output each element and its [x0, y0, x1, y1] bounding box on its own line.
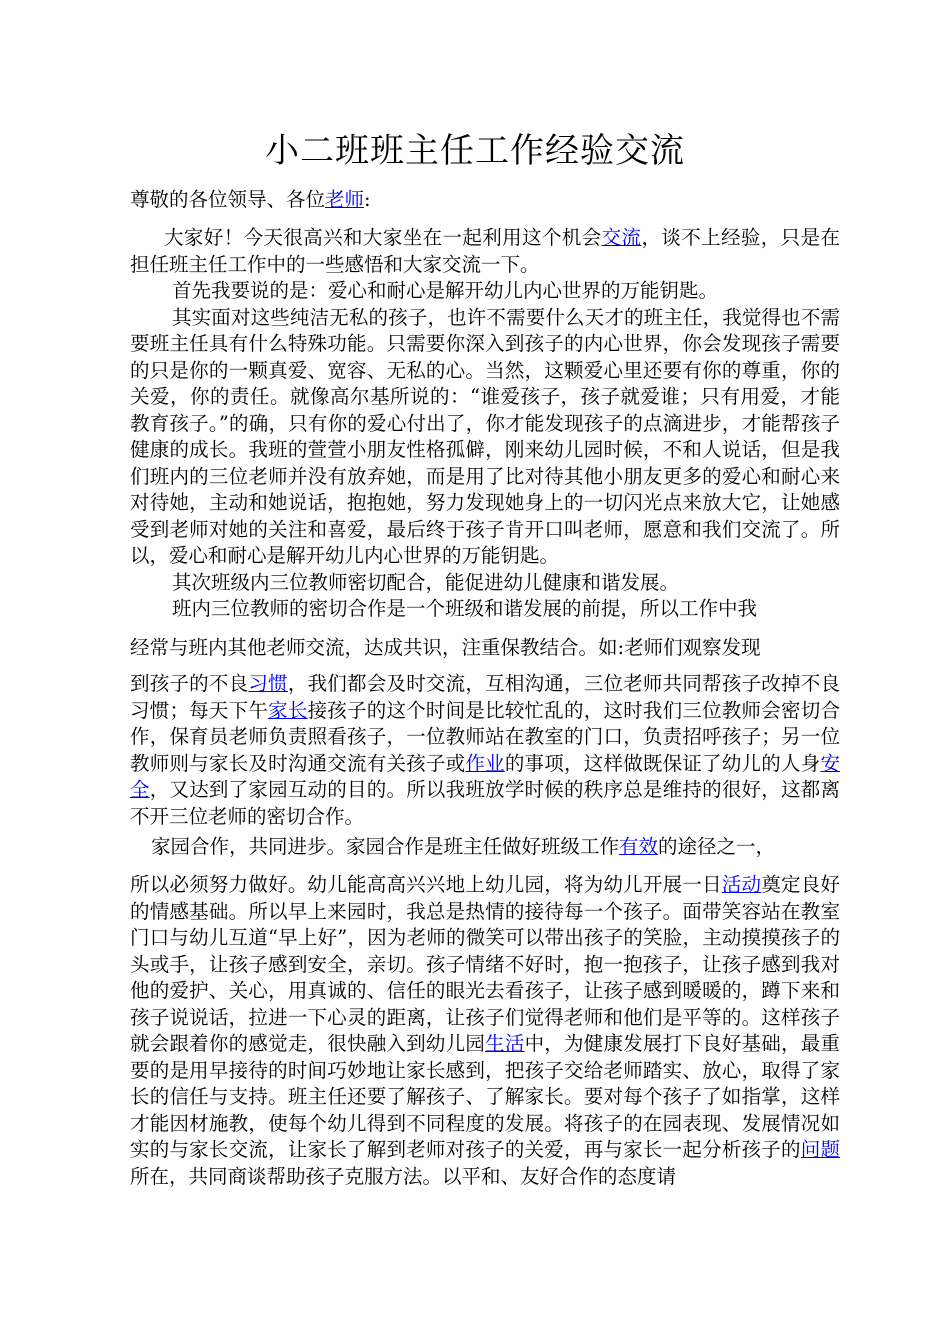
salutation-colon: : [364, 188, 371, 211]
intro-text-end: ，谈不上经验，只是在担任班主任工作中的一些感悟和大家交流一下。 [130, 226, 840, 276]
paragraph-first-point: 首先我要说的是：爱心和耐心是解开幼儿内心世界的万能钥匙。 [172, 279, 719, 302]
home-school-body-4: 所在，共同商谈帮助孩子克服方法。以平和、友好合作的态度请 [130, 1164, 677, 1188]
home-school-body-1: 所以必须努力做好。幼儿能高高兴兴地上幼儿园，将为幼儿开展一日 [130, 873, 722, 896]
cooperation-text-2: ，我们都会及时交流，互相沟通，三位老师共同帮孩子改掉不良习惯；每天下午 [130, 672, 840, 722]
home-school-text-end: 的途径之一， [658, 835, 776, 858]
intro-text: 大家好！今天很高兴和大家坐在一起利用这个机会 [164, 226, 602, 249]
cooperation-text-4: 的事项，这样做既保证了幼儿的人身 [504, 751, 821, 775]
home-school-body-2: 奠定良好的情感基础。所以早上来园时，我总是热情的接待每一个孩子。面带笑容站在教室门口与幼儿互道“早上好”，因为老师的微笑可以带出孩子的笑脸，主动摸摸孩子的头或手，让孩子感到安全，亲切。孩子情绪不好时，抱一抱孩子，让孩子感到我对他的爱护、关心，用真诚的、信任的眼光去看孩子，让孩子感到暖暖的，蹲下来和孩子说说话，拉进一下心灵的距离，让孩子们觉得老师和他们是平等的。这样孩子就会跟着你的感觉走，很快融入到幼儿园 [130, 873, 840, 1055]
link-problem[interactable]: 问题 [800, 1138, 840, 1161]
link-effective[interactable]: 有效 [619, 835, 659, 858]
paragraph-love-patience: 其实面对这些纯洁无私的孩子，也许不需要什么天才的班主任，我觉得也不需要班主任具有什么特殊功能。只需要你深入到孩子的内心世界，你会发现孩子需要的只是你的一颗真爱、宽容、无私的心。当然，这颗爱心里还要有你的尊重，你的关爱，你的责任。就像高尔基所说的：“谁爱孩子，孩子就爱谁；只有用爱，才能教育孩子。”的确，只有你的爱心付出了，你才能发现孩子的点滴进步，才能帮孩子健康的成长。我班的萱萱小朋友性格孤僻，刚来幼儿园时候，不和人说话，但是我们班内的三位老师并没有放弃她，而是用了比对待其他小朋友更多的爱心和耐心来对待她，主动和她说话，抱抱她，努力发现她身上的一切闪光点来放大它，让她感受到老师对她的关注和喜爱，最后终于孩子肯开口叫老师，愿意和我们交流了。所以，爱心和耐心是解开幼儿内心世界的万能钥匙。 [130, 305, 840, 567]
paragraph-intro [130, 225, 840, 623]
paragraph-cooperation-line2 [130, 635, 840, 662]
page-title: 小二班班主任工作经验交流 [265, 131, 685, 171]
cooperation-text-3: 接孩子的这个时间是比较忙乱的，这时我们三位教师会密切合作，保育员老师负责照看孩子，一位教师站在教室的门口，负责招呼孩子；另一位教师则与家长及时沟通交流有关孩子或 [130, 698, 840, 775]
paragraph-cooperation-body [130, 671, 840, 830]
link-life[interactable]: 生活 [485, 1032, 525, 1055]
paragraph-home-school-body [130, 872, 840, 1190]
cooperation-text-1: 到孩子的不良 [130, 672, 249, 695]
home-school-body-3: 中，为健康发展打下良好基础，最重要的是用早接待的时间巧妙地让家长感到，把孩子交给老师踏实、放心，取得了家长的信任与支持。班主任还要了解孩子、了解家长。要对每个孩子了如指掌，这样才能因材施教，使每个幼儿得到不同程度的发展。将孩子的在园表现、发展情况如实的与家长交流，让家长了解到老师对孩子的关爱，再与家长一起分析孩子的 [130, 1032, 840, 1161]
link-habit[interactable]: 习惯 [248, 672, 288, 695]
link-teacher[interactable]: 老师 [325, 188, 365, 211]
link-parents[interactable]: 家长 [268, 698, 308, 722]
salutation-text: 尊敬的各位领导、各位 [130, 188, 326, 211]
paragraph-cooperation-line1: 班内三位教师的密切合作是一个班级和谐发展的前提，所以工作中我 [172, 597, 758, 620]
link-exchange[interactable]: 交流 [601, 226, 642, 249]
paragraph-second-point: 其次班级内三位教师密切配合，能促进幼儿健康和谐发展。 [172, 570, 680, 594]
cooperation-text-5: ，又达到了家园互动的目的。所以我班放学时候的秩序总是维持的很好，这都离不开三位老师的密切合作。 [130, 778, 840, 828]
link-safety[interactable]: 安全 [130, 751, 840, 801]
home-school-text: 家园合作，共同进步。家园合作是班主任做好班级工作 [151, 835, 620, 858]
salutation [130, 187, 840, 214]
link-activity[interactable]: 活动 [721, 873, 762, 896]
paragraph-home-school-line1 [130, 834, 840, 861]
cooperation-line2-text: 经常与班内其他老师交流，达成共识，注重保教结合。如:老师们观察发现 [130, 636, 761, 659]
link-homework[interactable]: 作业 [465, 751, 505, 775]
